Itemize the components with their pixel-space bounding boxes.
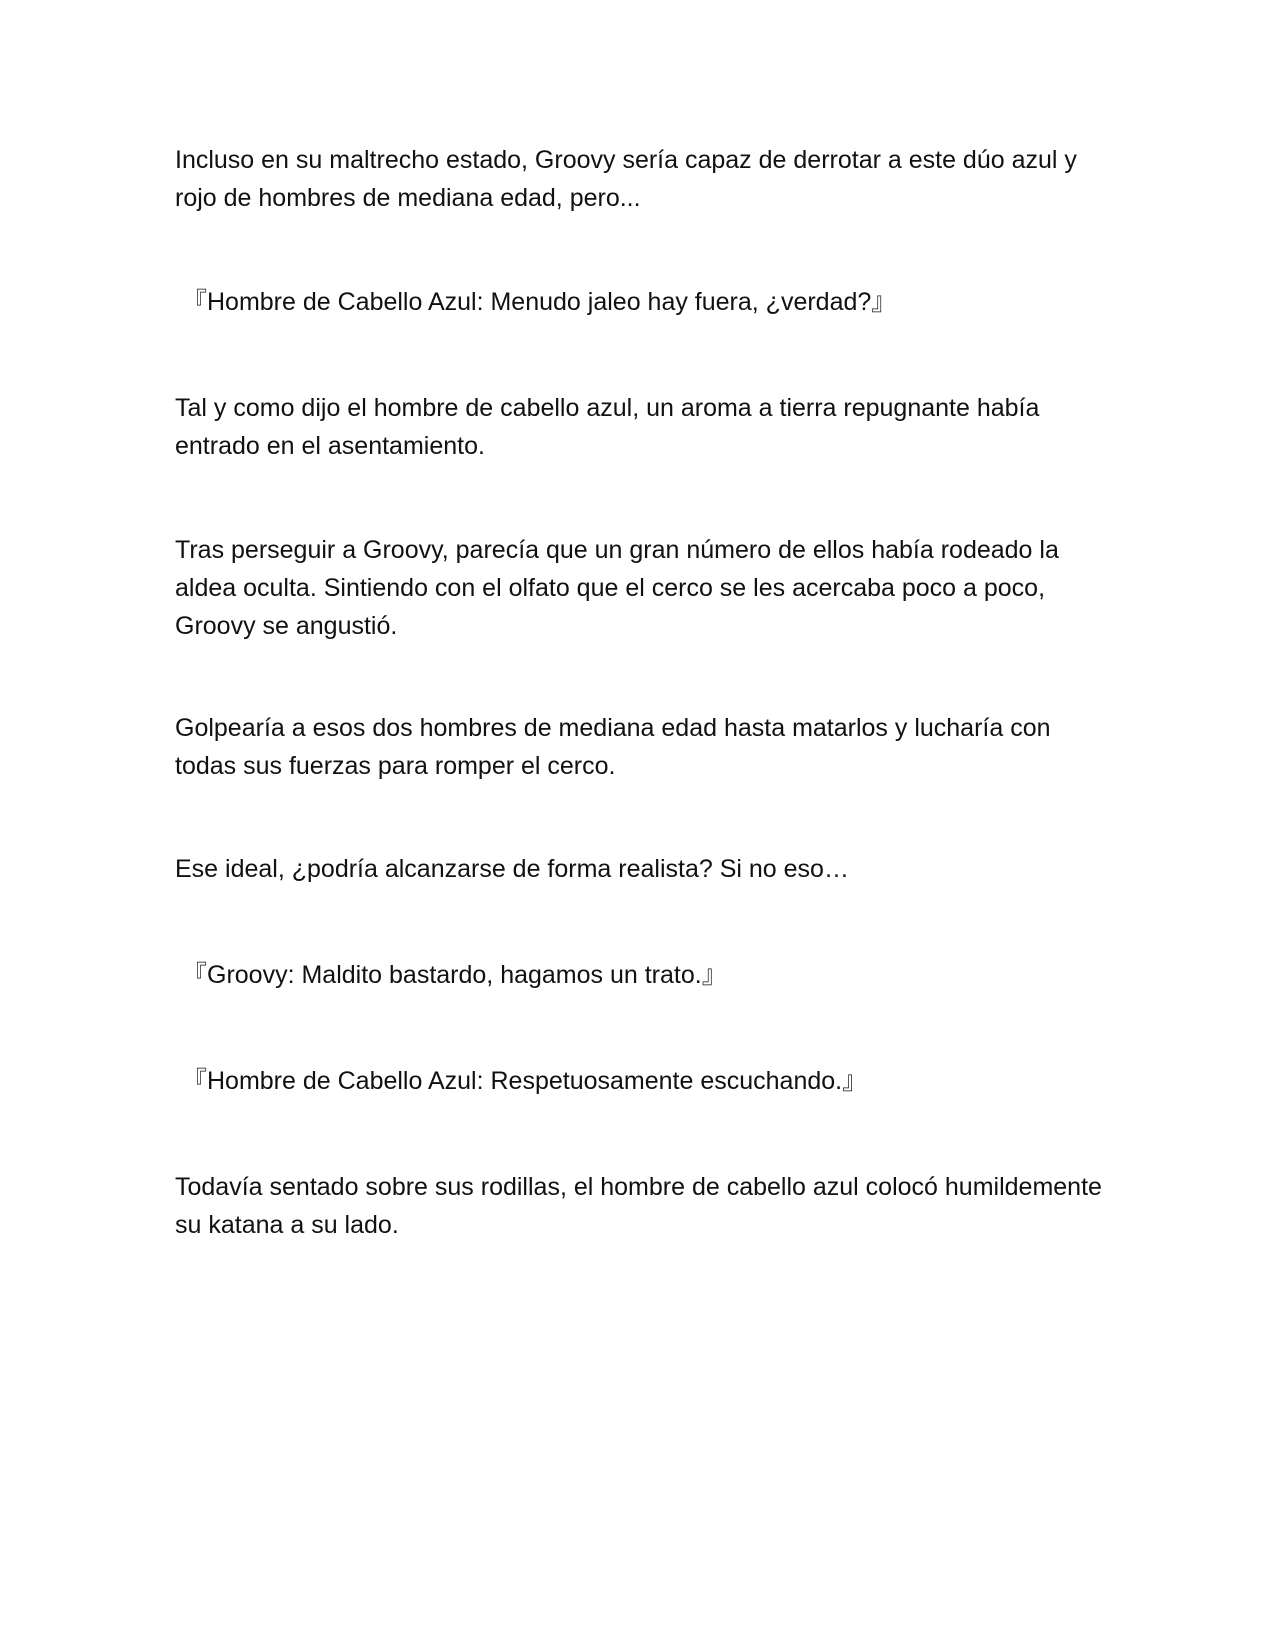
dialogue-groovy-deal: 『Groovy: Maldito bastardo, hagamos un trato.』: [182, 961, 727, 989]
dialogue-blue-haired-man-commotion: 『Hombre de Cabello Azul: Menudo jaleo hay fuera, ¿verdad?』: [182, 288, 897, 316]
paragraph-earth-aroma: Tal y como dijo el hombre de cabello azul, un aroma a tierra repugnante había entrado en el asentamiento.: [175, 394, 1040, 460]
paragraph-break-the-siege: Golpearía a esos dos hombres de mediana edad hasta matarlos y lucharía con todas sus fuerzas para romper el cerco.: [175, 714, 1051, 780]
paragraph-encirclement: Tras perseguir a Groovy, parecía que un gran número de ellos había rodeado la aldea oculta. Sintiendo con el olfato que el cerco se les acercaba poco a poco, Groovy se angustió.: [175, 536, 1059, 640]
paragraph-groovy-capable: Incluso en su maltrecho estado, Groovy sería capaz de derrotar a este dúo azul y rojo de hombres de mediana edad, pero...: [175, 146, 1077, 212]
paragraph-katana-placed: Todavía sentado sobre sus rodillas, el hombre de cabello azul colocó humildemente su katana a su lado.: [175, 1173, 1102, 1239]
dialogue-blue-haired-man-listening: 『Hombre de Cabello Azul: Respetuosamente escuchando.』: [182, 1067, 868, 1095]
paragraph-realistic-ideal: Ese ideal, ¿podría alcanzarse de forma realista? Si no eso…: [175, 855, 849, 883]
